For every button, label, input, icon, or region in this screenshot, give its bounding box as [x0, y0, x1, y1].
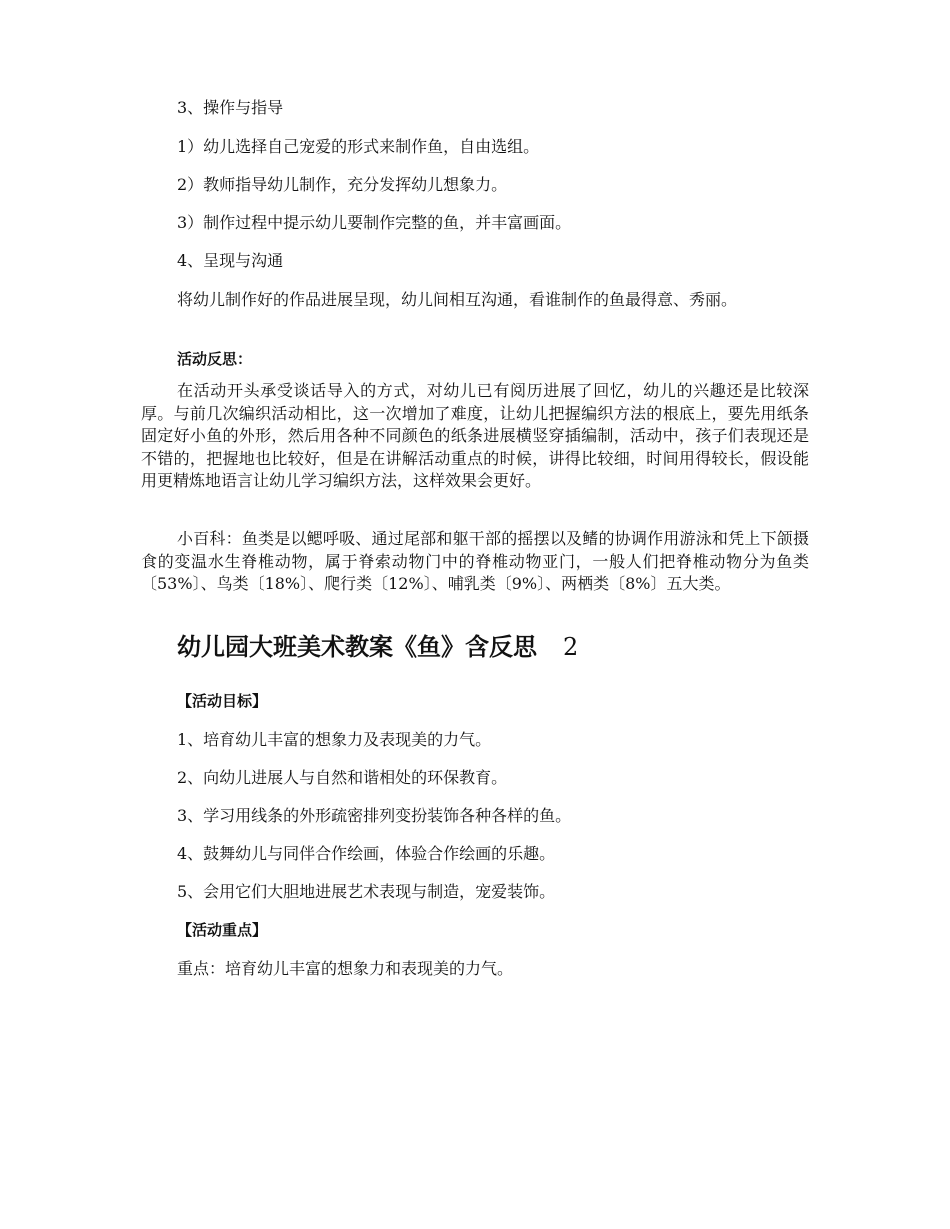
reflection-paragraph: 在活动开头承受谈话导入的方式，对幼儿已有阅历进展了回忆，幼儿的兴趣还是比较深厚。与前几次编织活动相比，这一次增加了难度，让幼儿把握编织方法的根底上，要先用纸条固定好小鱼的外形，然后用各种不同颜色的纸条进展横竖穿插编制，活动中，孩子们表现还是不错的，把握地也比较好，但是在讲解活动重点的时候，讲得比较细，时间用得较长，假设能用更精炼地语言让幼儿学习编织方法，这样效果会更好。 [141, 381, 809, 490]
encyclopedia-paragraph: 小百科：鱼类是以鳃呼吸、通过尾部和躯干部的摇摆以及鳍的协调作用游泳和凭上下颌摄食的变温水生脊椎动物，属于脊索动物门中的脊椎动物亚门，一般人们把脊椎动物分为鱼类〔53%〕、鸟类〔18%〕、爬行类〔12%〕、哺乳类〔9%〕、两栖类〔8%〕五大类。 [141, 529, 809, 593]
section2-heading-number: 2 [563, 633, 579, 661]
focus-label: 【活动重点】 [177, 921, 268, 939]
section2-heading-title: 幼儿园大班美术教案《鱼》含反思 [177, 632, 537, 661]
step4-title: 4、呈现与沟通 [177, 251, 284, 270]
step3-title: 3、操作与指导 [177, 98, 284, 117]
goal-item-3: 3、学习用线条的外形疏密排列变扮装饰各种各样的鱼。 [177, 806, 572, 825]
step4-paragraph: 将幼儿制作好的作品进展呈现，幼儿间相互沟通，看谁制作的鱼最得意、秀丽。 [177, 290, 738, 309]
section2-heading [177, 630, 578, 664]
goal-item-5: 5、会用它们大胆地进展艺术表现与制造，宠爱装饰。 [177, 882, 556, 901]
focus-text: 重点：培育幼儿丰富的想象力和表现美的力气。 [177, 959, 514, 978]
goals-label: 【活动目标】 [177, 692, 268, 710]
goal-item-4: 4、鼓舞幼儿与同伴合作绘画，体验合作绘画的乐趣。 [177, 844, 556, 863]
step3-item-1: 1）幼儿选择自己宠爱的形式来制作鱼，自由选组。 [177, 137, 540, 156]
step3-item-2: 2）教师指导幼儿制作，充分发挥幼儿想象力。 [177, 175, 508, 194]
goal-item-2: 2、向幼儿进展人与自然和谐相处的环保教育。 [177, 768, 508, 787]
reflection-label: 活动反思： [177, 350, 253, 368]
step3-item-3: 3）制作过程中提示幼儿要制作完整的鱼，并丰富画面。 [177, 213, 572, 232]
goal-item-1: 1、培育幼儿丰富的想象力及表现美的力气。 [177, 730, 492, 749]
